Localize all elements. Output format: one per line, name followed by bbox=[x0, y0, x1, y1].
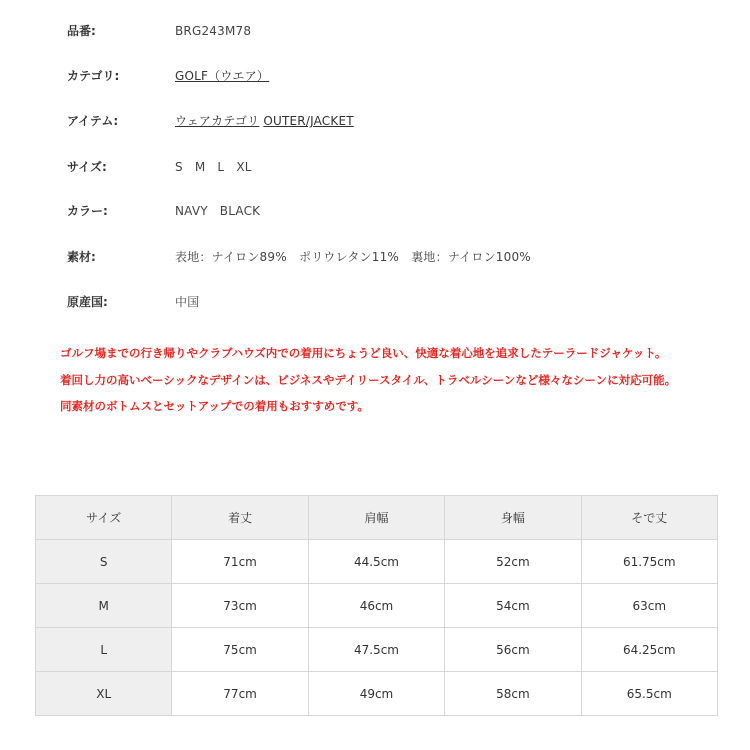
spec-value-origin: 中国 bbox=[175, 295, 200, 309]
table-cell: 71cm bbox=[172, 540, 308, 584]
table-cell: 47.5cm bbox=[308, 628, 444, 672]
spec-value-size bbox=[175, 157, 260, 177]
table-cell: 44.5cm bbox=[308, 540, 444, 584]
table-cell: 64.25cm bbox=[581, 628, 717, 672]
table-cell: 63cm bbox=[581, 584, 717, 628]
header-length: 着丈 bbox=[172, 496, 308, 540]
table-cell: 75cm bbox=[172, 628, 308, 672]
product-description bbox=[60, 340, 700, 420]
header-shoulder: 肩幅 bbox=[308, 496, 444, 540]
table-cell-size: XL bbox=[36, 672, 172, 716]
table-cell: 73cm bbox=[172, 584, 308, 628]
table-cell: 77cm bbox=[172, 672, 308, 716]
spec-label-category: カテゴリ: bbox=[67, 69, 120, 83]
table-cell: 52cm bbox=[445, 540, 581, 584]
table-cell: 54cm bbox=[445, 584, 581, 628]
table-cell: 56cm bbox=[445, 628, 581, 672]
size-table-header-row bbox=[36, 496, 718, 540]
size-option: S bbox=[175, 160, 183, 174]
size-option: XL bbox=[236, 160, 252, 174]
table-cell: 61.75cm bbox=[581, 540, 717, 584]
category-link[interactable]: GOLF（ウエア） bbox=[175, 69, 270, 83]
table-row bbox=[36, 672, 718, 716]
spec-label-material: 素材: bbox=[67, 250, 96, 264]
size-option: M bbox=[194, 160, 206, 174]
spec-label-product-no: 品番: bbox=[67, 24, 96, 38]
header-chest: 身幅 bbox=[445, 496, 581, 540]
table-cell-size: M bbox=[36, 584, 172, 628]
spec-value-material: 表地：ナイロン89% ポリウレタン11% 裏地：ナイロン100% bbox=[175, 250, 531, 264]
description-paragraph: 着回し力の高いベーシックなデザインは、ビジネスやデイリースタイル、トラベルシーンなど様々なシーンに対応可能。 bbox=[60, 372, 677, 387]
color-option: NAVY bbox=[175, 204, 208, 218]
table-cell-size: S bbox=[36, 540, 172, 584]
header-sleeve: そで丈 bbox=[581, 496, 717, 540]
table-row bbox=[36, 628, 718, 672]
spec-value-color bbox=[175, 201, 268, 221]
size-table bbox=[35, 495, 718, 716]
table-cell: 58cm bbox=[445, 672, 581, 716]
spec-label-origin: 原産国: bbox=[67, 295, 108, 309]
size-option: L bbox=[217, 160, 225, 174]
table-row bbox=[36, 584, 718, 628]
table-cell-size: L bbox=[36, 628, 172, 672]
table-row bbox=[36, 540, 718, 584]
table-cell: 46cm bbox=[308, 584, 444, 628]
item-category-link[interactable]: ウェアカテゴリ bbox=[175, 114, 260, 128]
spec-label-color: カラー: bbox=[67, 204, 108, 218]
color-option: BLACK bbox=[219, 204, 261, 218]
spec-label-item: アイテム: bbox=[67, 114, 119, 128]
description-paragraph: 同素材のボトムスとセットアップでの着用もおすすめです。 bbox=[60, 399, 369, 413]
header-size: サイズ bbox=[36, 496, 172, 540]
spec-value-product-no: BRG243M78 bbox=[175, 24, 252, 38]
table-cell: 49cm bbox=[308, 672, 444, 716]
spec-label-size: サイズ: bbox=[67, 160, 107, 174]
description-paragraph: ゴルフ場までの行き帰りやクラブハウズ内での着用にちょうど良い、快適な着心地を追求したテーラードジャケット。 bbox=[60, 346, 667, 360]
item-outer-jacket-link[interactable]: OUTER/JACKET bbox=[263, 114, 354, 128]
table-cell: 65.5cm bbox=[581, 672, 717, 716]
